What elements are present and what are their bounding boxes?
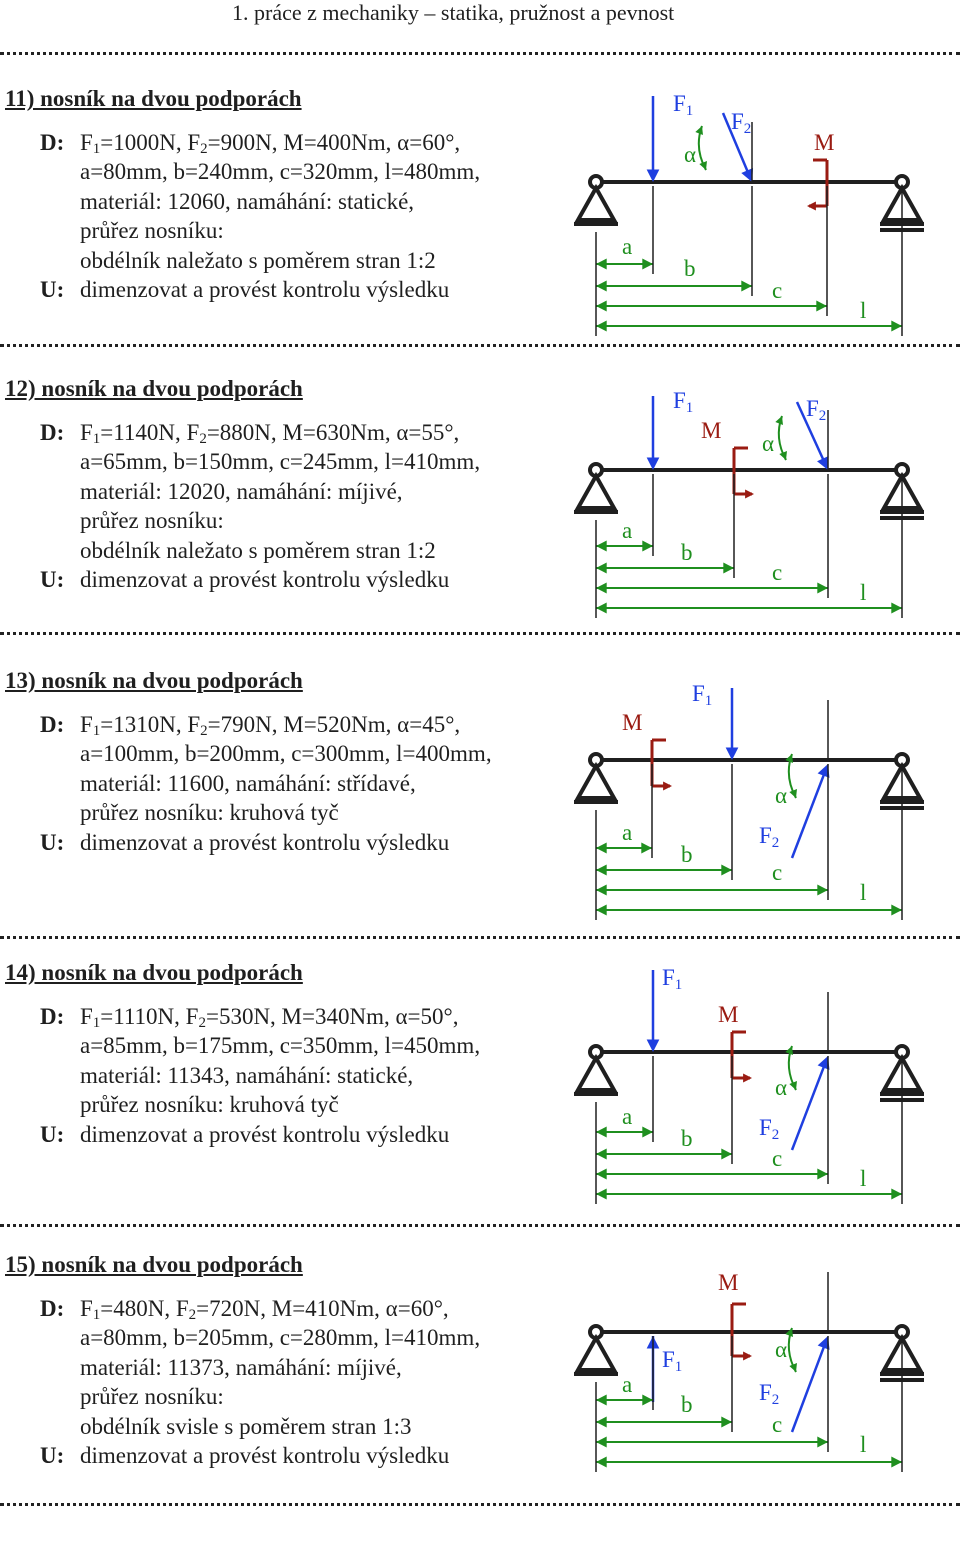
force-f2-label: F2 [759, 1115, 780, 1143]
given-detail-line: průřez nosníku: [80, 508, 224, 534]
dimension-l-left-arrow-icon [596, 1457, 607, 1468]
beam-diagram [560, 376, 960, 666]
given-detail-line: průřez nosníku: kruhová tyč [80, 800, 339, 826]
angle-alpha-label: α [775, 1075, 788, 1100]
force-subscript: 1 [92, 723, 101, 739]
moment-arrowhead-icon [743, 1073, 752, 1082]
force-subscript: 1 [92, 431, 101, 447]
dimension-b-left-arrow-icon [596, 1417, 607, 1428]
given-text: F [80, 712, 93, 737]
given-text: F [80, 420, 93, 445]
task-line [40, 277, 449, 305]
force-subscript: 2 [188, 1307, 197, 1323]
beam-diagram [560, 86, 960, 376]
force-f1-label: F1 [673, 91, 694, 119]
given-detail-line: materiál: 12060, namáhání: statické, [80, 188, 415, 214]
given-text: =480N, F [100, 1296, 189, 1321]
given-text: =1140N, F [100, 420, 200, 445]
moment-arrowhead-icon [663, 781, 672, 790]
dimension-b-right-arrow-icon [741, 281, 752, 292]
given-text: =1110N, F [100, 1004, 199, 1029]
task-label: U: [40, 1443, 65, 1468]
dimension-a-left-arrow-icon [596, 259, 607, 270]
dimension-l-label: l [860, 298, 867, 323]
angle-alpha-label: α [684, 142, 697, 167]
given-detail-line: materiál: 11373, namáhání: míjivé, [80, 1354, 402, 1380]
given-values [80, 130, 460, 158]
problem-15 [0, 1252, 960, 1542]
given-detail-line: a=80mm, b=240mm, c=320mm, l=480mm, [80, 159, 481, 185]
dimension-b-left-arrow-icon [596, 865, 607, 876]
dimension-c-right-arrow-icon [817, 1169, 828, 1180]
dimension-l-right-arrow-icon [891, 1189, 902, 1200]
task-text: dimenzovat a provést kontrolu výsledku [80, 829, 450, 855]
dimension-l-right-arrow-icon [891, 603, 902, 614]
dimension-l-right-arrow-icon [891, 905, 902, 916]
given-label: D: [40, 1296, 65, 1321]
force-f2-label: F2 [759, 823, 780, 851]
force-f1-label: F1 [662, 965, 683, 993]
dimension-a-left-arrow-icon [596, 843, 607, 854]
dimension-l-right-arrow-icon [891, 321, 902, 332]
dimension-a-label: a [622, 1104, 633, 1129]
dimension-l-left-arrow-icon [596, 603, 607, 614]
given-detail-line: a=85mm, b=175mm, c=350mm, l=450mm, [80, 1033, 481, 1059]
dimension-c-right-arrow-icon [816, 301, 827, 312]
force-f2-label: F2 [806, 396, 827, 424]
given-detail-line: obdélník naležato s poměrem stran 1:2 [80, 537, 436, 563]
given-values [80, 420, 459, 448]
force-f1-label: F1 [673, 388, 694, 416]
given-text: =530N, M=340Nm, α=50°, [205, 1004, 459, 1029]
force-subscript: 2 [200, 141, 208, 157]
moment-arrowhead-icon [807, 201, 816, 210]
problem-14 [0, 960, 960, 1250]
angle-alpha-label: α [775, 1337, 788, 1362]
dimension-b-right-arrow-icon [721, 1149, 732, 1160]
given-text: =790N, M=520Nm, α=45°, [207, 712, 461, 737]
dimension-c-label: c [772, 560, 783, 585]
task-text: dimenzovat a provést kontrolu výsledku [80, 277, 450, 302]
given-label: D: [40, 420, 65, 445]
given-text: =1000N, F [100, 130, 201, 155]
given-text: F [80, 130, 93, 155]
problem-13 [0, 668, 960, 958]
dimension-b-label: b [681, 540, 693, 565]
dimension-c-label: c [772, 1146, 783, 1171]
dimension-c-right-arrow-icon [817, 1437, 828, 1448]
task-label: U: [40, 567, 65, 592]
given-text: =900N, M=400Nm, α=60°, [207, 130, 461, 155]
given-values [80, 1004, 458, 1032]
task-line [40, 567, 449, 595]
problem-title: 12) nosník na dvou podporách [5, 376, 303, 401]
given-label: D: [40, 712, 65, 737]
dimension-l-right-arrow-icon [891, 1457, 902, 1468]
section-divider [0, 52, 960, 55]
given-text: F [80, 1296, 93, 1321]
given-text: =720N, M=410Nm, α=60°, [196, 1296, 449, 1321]
given-detail-line: a=65mm, b=150mm, c=245mm, l=410mm, [80, 449, 481, 475]
problem-title: 13) nosník na dvou podporách [5, 668, 303, 693]
dimension-a-right-arrow-icon [642, 1395, 653, 1406]
dimension-l-left-arrow-icon [596, 905, 607, 916]
angle-alpha-label: α [775, 783, 788, 808]
given-detail-line: obdélník svisle s poměrem stran 1:3 [80, 1413, 412, 1439]
dimension-a-left-arrow-icon [596, 541, 607, 552]
given-detail-line: a=100mm, b=200mm, c=300mm, l=400mm, [80, 741, 492, 767]
dimension-l-left-arrow-icon [596, 321, 607, 332]
given-line [40, 712, 460, 740]
moment-m-label: M [622, 710, 643, 735]
given-detail-line: a=80mm, b=205mm, c=280mm, l=410mm, [80, 1325, 481, 1351]
force-f2-label: F2 [759, 1380, 780, 1408]
dimension-b-left-arrow-icon [596, 1149, 607, 1160]
force-f1-label: F1 [662, 1347, 683, 1375]
given-line [40, 420, 459, 448]
dimension-a-right-arrow-icon [641, 843, 652, 854]
given-line [40, 130, 460, 158]
dimension-c-right-arrow-icon [817, 583, 828, 594]
dimension-l-label: l [860, 1432, 867, 1457]
beam-diagram [560, 1252, 960, 1542]
force-subscript: 1 [92, 1015, 101, 1031]
given-detail-line: průřez nosníku: [80, 1384, 224, 1410]
task-line [40, 1122, 449, 1150]
force-f2-line [792, 1065, 824, 1150]
angle-alpha-label: α [762, 431, 775, 456]
given-detail-line: obdélník naležato s poměrem stran 1:2 [80, 247, 436, 273]
dimension-c-left-arrow-icon [596, 1437, 607, 1448]
given-detail-line: materiál: 11600, namáhání: střídavé, [80, 770, 416, 796]
dimension-a-left-arrow-icon [596, 1127, 607, 1138]
dimension-a-left-arrow-icon [596, 1395, 607, 1406]
task-text: dimenzovat a provést kontrolu výsledku [80, 1443, 450, 1468]
dimension-b-right-arrow-icon [723, 563, 734, 574]
problem-11 [0, 86, 960, 376]
given-values [80, 712, 460, 740]
given-label: D: [40, 1004, 65, 1029]
given-line [40, 1296, 449, 1324]
dimension-a-label: a [622, 234, 633, 259]
dimension-a-label: a [622, 1372, 633, 1397]
task-line [40, 1443, 449, 1471]
dimension-a-right-arrow-icon [642, 541, 653, 552]
dimension-l-label: l [860, 880, 867, 905]
moment-m-label: M [814, 130, 835, 155]
page-header-title: 1. práce z mechaniky – statika, pružnost a pevnost [232, 0, 675, 25]
force-subscript: 2 [198, 1015, 206, 1031]
task-label: U: [40, 1121, 65, 1147]
dimension-a-label: a [622, 518, 633, 543]
page-header [0, 0, 960, 28]
dimension-c-left-arrow-icon [596, 885, 607, 896]
dimension-b-label: b [681, 1126, 693, 1151]
dimension-b-right-arrow-icon [721, 865, 732, 876]
given-text: =880N, M=630Nm, α=55°, [206, 420, 460, 445]
force-f2-label: F2 [731, 109, 752, 137]
task-line [40, 830, 449, 858]
problem-title: 15) nosník na dvou podporách [5, 1252, 303, 1277]
dimension-b-label: b [681, 842, 693, 867]
force-subscript: 1 [92, 141, 101, 157]
task-label: U: [40, 277, 65, 302]
dimension-a-right-arrow-icon [642, 1127, 653, 1138]
beam-diagram [560, 668, 960, 958]
force-subscript: 1 [92, 1307, 101, 1323]
beam-diagram [560, 960, 960, 1250]
given-detail-line: materiál: 12020, namáhání: míjivé, [80, 478, 403, 504]
given-label: D: [40, 130, 65, 155]
force-f2-line [792, 773, 824, 858]
force-subscript: 2 [200, 723, 208, 739]
moment-m-label: M [701, 418, 722, 443]
dimension-l-label: l [860, 580, 867, 605]
dimension-b-label: b [681, 1392, 693, 1417]
moment-arrowhead-icon [743, 1351, 752, 1360]
dimension-b-left-arrow-icon [596, 563, 607, 574]
given-text: F [80, 1004, 93, 1029]
dimension-c-label: c [772, 1412, 783, 1437]
task-text: dimenzovat a provést kontrolu výsledku [80, 1121, 450, 1147]
given-detail-line: průřez nosníku: [80, 218, 224, 244]
problem-title: 14) nosník na dvou podporách [5, 960, 303, 985]
dimension-b-label: b [684, 256, 696, 281]
given-detail-line: materiál: 11343, namáhání: statické, [80, 1062, 414, 1088]
dimension-b-right-arrow-icon [721, 1417, 732, 1428]
moment-m-label: M [718, 1270, 739, 1295]
given-values [80, 1296, 449, 1324]
dimension-c-label: c [772, 860, 783, 885]
moment-arrowhead-icon [745, 489, 754, 498]
force-f2-line [792, 1345, 824, 1432]
problem-12 [0, 376, 960, 666]
problem-title: 11) nosník na dvou podporách [5, 86, 302, 111]
given-text: =1310N, F [100, 712, 201, 737]
force-f1-label: F1 [692, 681, 713, 709]
dimension-l-label: l [860, 1166, 867, 1191]
task-text: dimenzovat a provést kontrolu výsledku [80, 567, 450, 592]
given-detail-line: průřez nosníku: kruhová tyč [80, 1092, 339, 1118]
dimension-a-label: a [622, 820, 633, 845]
dimension-l-left-arrow-icon [596, 1189, 607, 1200]
dimension-c-right-arrow-icon [817, 885, 828, 896]
dimension-c-left-arrow-icon [596, 583, 607, 594]
dimension-c-left-arrow-icon [596, 1169, 607, 1180]
dimension-c-label: c [772, 278, 783, 303]
given-line [40, 1004, 458, 1032]
dimension-c-left-arrow-icon [596, 301, 607, 312]
moment-m-label: M [718, 1002, 739, 1027]
force-subscript: 2 [199, 431, 207, 447]
dimension-a-right-arrow-icon [642, 259, 653, 270]
dimension-b-left-arrow-icon [596, 281, 607, 292]
task-label: U: [40, 829, 65, 855]
